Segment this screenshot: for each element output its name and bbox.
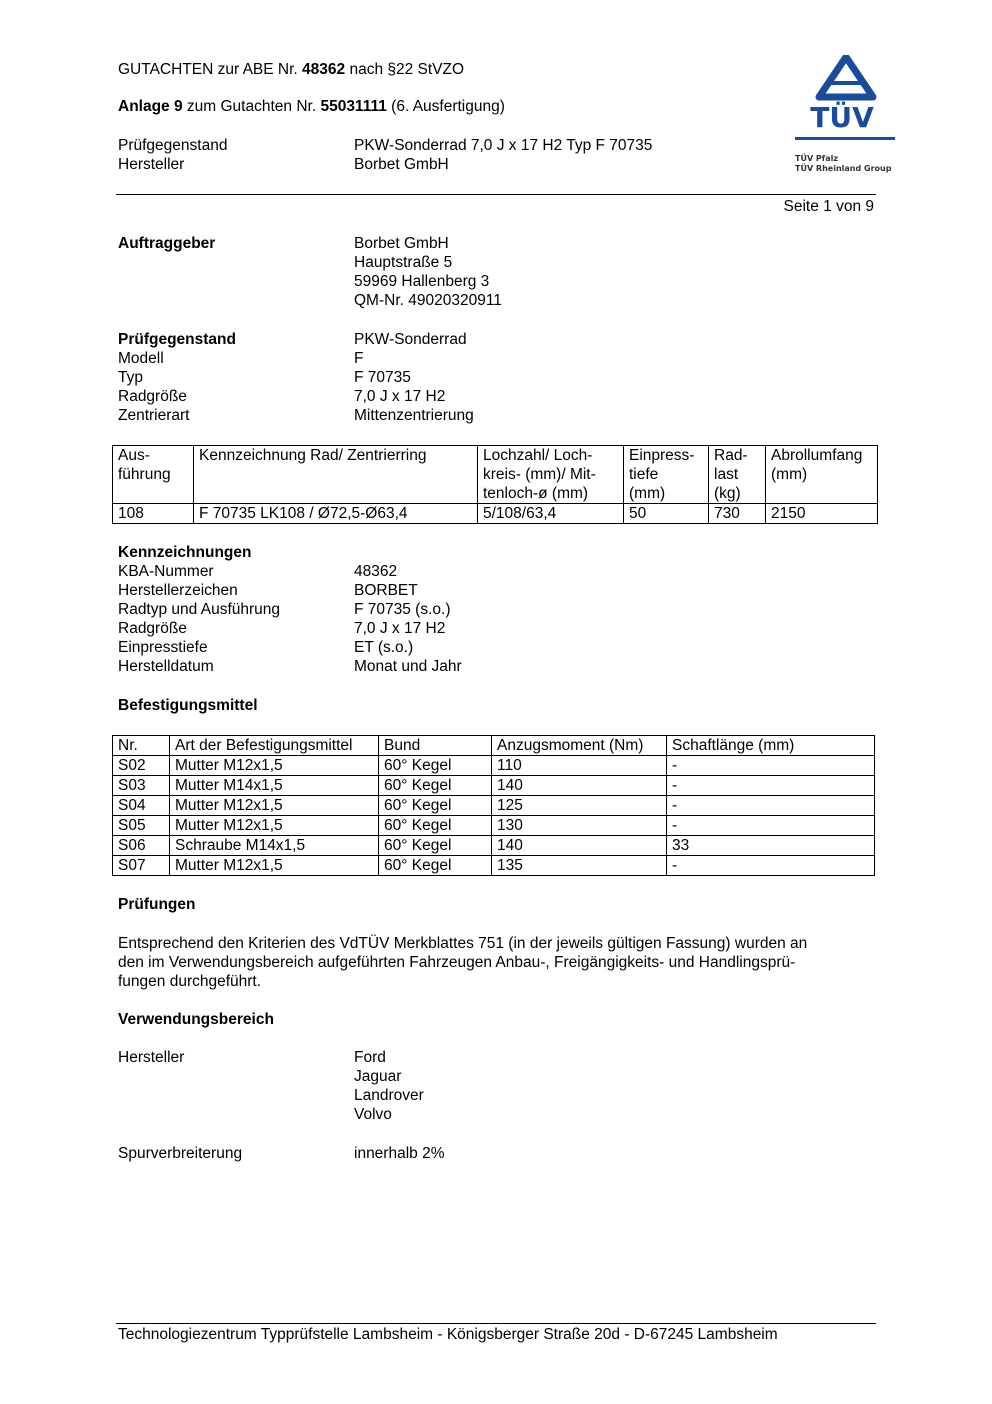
- header-hersteller-value: Borbet GmbH: [354, 156, 449, 173]
- table-row: S05 Mutter M12x1,5 60° Kegel 130 -: [113, 816, 875, 836]
- anlage-suffix: (6. Ausfertigung): [386, 98, 505, 115]
- kennzeichnungen-title: Kennzeichnungen: [118, 544, 252, 561]
- pruefgegenstand-row: [118, 330, 467, 349]
- pruefungen-line: fungen durchgeführt.: [118, 973, 262, 990]
- auftraggeber-row-0: [118, 234, 449, 253]
- wheel-cell: 5/108/63,4: [478, 504, 624, 524]
- detail-label: Modell: [118, 350, 164, 367]
- detail-value: Mittenzentrierung: [354, 407, 474, 424]
- anlage-mid: zum Gutachten Nr.: [182, 98, 321, 115]
- footer-divider: [116, 1323, 876, 1324]
- auftraggeber-line: 59969 Hallenberg 3: [354, 273, 490, 290]
- detail-value: F 70735: [354, 369, 411, 386]
- detail-value: F: [354, 350, 364, 367]
- kennzeichnung-row: Herstellerzeichen BORBET: [118, 582, 418, 599]
- verwendung-hersteller-label: Hersteller: [118, 1049, 185, 1066]
- wheel-header-cell: Einpress- tiefe (mm): [624, 446, 709, 504]
- wheel-cell: 50: [624, 504, 709, 524]
- wheel-cell: 2150: [766, 504, 878, 524]
- spur-value: innerhalb 2%: [354, 1145, 445, 1162]
- header-divider: [116, 194, 876, 195]
- tuv-logo-text: TÜV: [810, 101, 874, 134]
- wheel-header-cell: Aus- führung: [113, 446, 194, 504]
- auftraggeber-label: Auftraggeber: [118, 235, 216, 252]
- befestigung-header-cell: Anzugsmoment (Nm): [492, 736, 667, 756]
- table-row: S06 Schraube M14x1,5 60° Kegel 140 33: [113, 836, 875, 856]
- pruefgegenstand-detail-row: [118, 349, 364, 368]
- tuv-logo-sub1: TÜV Pfalz: [795, 154, 839, 163]
- header-pruefgegenstand-label: Prüfgegenstand: [118, 137, 228, 154]
- anlage-label: Anlage 9: [118, 98, 183, 115]
- tuv-logo-sub2: TÜV Rheinland Group: [795, 164, 892, 173]
- verwendung-hersteller-row: [118, 1048, 386, 1067]
- header-pruefgegenstand-value: PKW-Sonderrad 7,0 J x 17 H2 Typ F 70735: [354, 137, 653, 154]
- befestigung-header: [113, 736, 875, 756]
- header-pruefgegenstand: [118, 136, 653, 155]
- detail-label: Zentrierart: [118, 407, 190, 424]
- vehicle-maker: Jaguar: [354, 1068, 402, 1085]
- befestigung-header-cell: Bund: [379, 736, 492, 756]
- header-hersteller: [118, 155, 449, 174]
- kennzeichnung-row: Radtyp und Ausführung F 70735 (s.o.): [118, 601, 451, 618]
- auftraggeber-line: QM-Nr. 49020320911: [354, 292, 502, 309]
- abe-number: 48362: [302, 61, 346, 78]
- page-number: Seite 1 von 9: [783, 198, 874, 215]
- wheel-header-cell: Rad- last (kg): [709, 446, 766, 504]
- befestigung-header-cell: Nr.: [113, 736, 170, 756]
- abe-suffix: nach §22 StVZO: [345, 61, 465, 78]
- pruefgegenstand-label: Prüfgegenstand: [118, 331, 236, 348]
- wheel-table: [112, 445, 878, 524]
- pruefgegenstand-detail-row: [118, 368, 411, 387]
- pruefungen-paragraph: [118, 934, 878, 991]
- table-row: S02 Mutter M12x1,5 60° Kegel 110 -: [113, 756, 875, 776]
- vehicle-maker: Volvo: [354, 1106, 392, 1123]
- auftraggeber-line: Hauptstraße 5: [354, 254, 453, 271]
- header-line-anlage: [118, 97, 505, 116]
- pruefungen-title: Prüfungen: [118, 896, 196, 913]
- befestigung-title: Befestigungsmittel: [118, 697, 258, 714]
- pruefgegenstand-detail-row: [118, 406, 474, 425]
- detail-label: Radgröße: [118, 388, 187, 405]
- pruefgegenstand-detail-row: [118, 387, 446, 406]
- header-line-abe: [118, 60, 464, 79]
- verwendungsbereich-title: Verwendungsbereich: [118, 1011, 274, 1028]
- spurverbreiterung-row: [118, 1144, 445, 1163]
- detail-label: Typ: [118, 369, 143, 386]
- footer-text: Technologiezentrum Typprüfstelle Lambsheim - Königsberger Straße 20d - D-67245 Lambsheim: [118, 1326, 778, 1343]
- table-row: S03 Mutter M14x1,5 60° Kegel 140 -: [113, 776, 875, 796]
- tuv-logo: [793, 55, 899, 177]
- gutachten-number: 55031111: [320, 98, 387, 115]
- wheel-table-header: [113, 446, 878, 504]
- befestigung-header-cell: Art der Befestigungsmittel: [170, 736, 379, 756]
- kennzeichnung-row: Einpresstiefe ET (s.o.): [118, 639, 414, 656]
- kennzeichnung-row: Radgröße 7,0 J x 17 H2: [118, 620, 446, 637]
- abe-prefix: GUTACHTEN zur ABE Nr.: [118, 61, 303, 78]
- table-row: S04 Mutter M12x1,5 60° Kegel 125 -: [113, 796, 875, 816]
- kennzeichnung-row: Herstelldatum Monat und Jahr: [118, 658, 462, 675]
- befestigung-table: [112, 735, 875, 876]
- kennzeichnung-row: KBA-Nummer 48362: [118, 563, 398, 580]
- pruefungen-line: den im Verwendungsbereich aufgeführten Fahrzeugen Anbau-, Freigängigkeits- und Handlingsprü-: [118, 954, 796, 971]
- wheel-header-cell: Lochzahl/ Loch- kreis- (mm)/ Mit- tenloch-ø (mm): [478, 446, 624, 504]
- vehicle-maker: Landrover: [354, 1087, 424, 1104]
- wheel-cell: 108: [113, 504, 194, 524]
- detail-value: 7,0 J x 17 H2: [354, 388, 446, 405]
- pruefgegenstand-value: PKW-Sonderrad: [354, 331, 467, 348]
- vehicle-maker: Ford: [354, 1049, 386, 1066]
- befestigung-header-cell: Schaftlänge (mm): [667, 736, 875, 756]
- header-hersteller-label: Hersteller: [118, 156, 185, 173]
- wheel-cell: 730: [709, 504, 766, 524]
- wheel-table-row: [113, 504, 878, 524]
- auftraggeber-line: Borbet GmbH: [354, 235, 449, 252]
- spur-label: Spurverbreiterung: [118, 1145, 243, 1162]
- wheel-header-cell: Kennzeichnung Rad/ Zentrierring: [194, 446, 478, 504]
- table-row: S07 Mutter M12x1,5 60° Kegel 135 -: [113, 856, 875, 876]
- wheel-cell: F 70735 LK108 / Ø72,5-Ø63,4: [194, 504, 478, 524]
- pruefungen-line: Entsprechend den Kriterien des VdTÜV Merkblattes 751 (in der jeweils gültigen Fassung) wurden an: [118, 935, 808, 952]
- wheel-header-cell: Abrollumfang (mm): [766, 446, 878, 504]
